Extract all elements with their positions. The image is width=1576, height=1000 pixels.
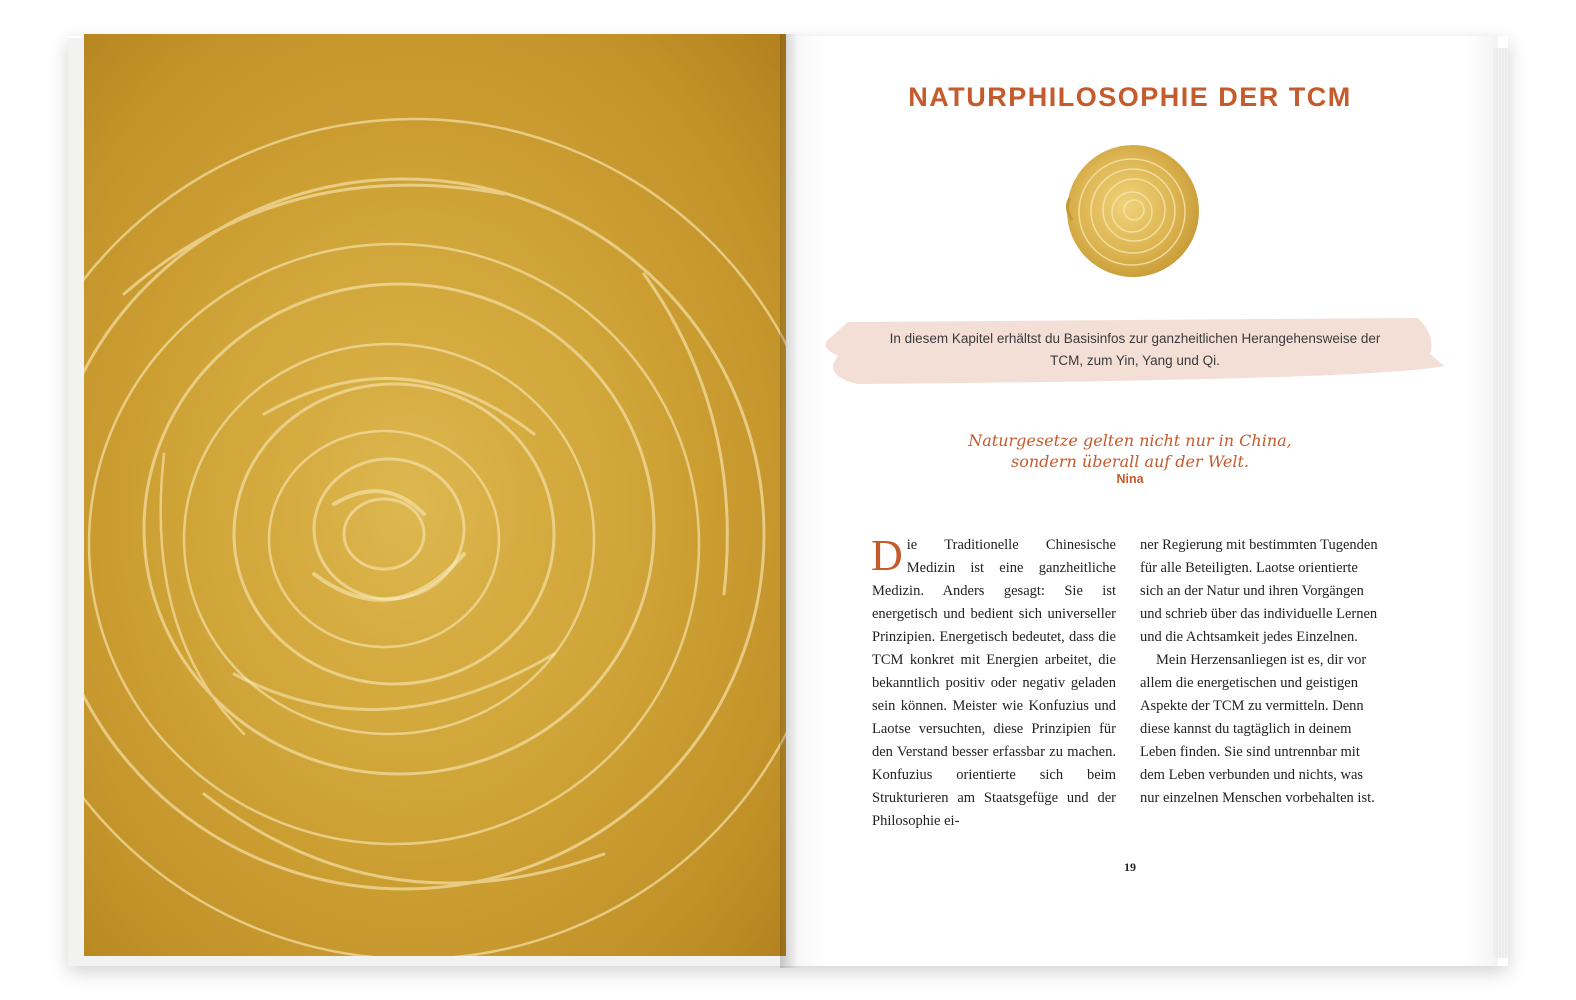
page-number: 19: [1124, 860, 1136, 874]
gold-swirl-photo: [84, 34, 786, 956]
body-column-right: [1140, 534, 1384, 810]
page-edges: [1494, 48, 1508, 958]
body-paragraph-1: [871, 531, 1116, 833]
drop-cap: D: [871, 531, 903, 580]
body-paragraph-3: Mein Herzensanliegen ist es, dir vor allem die energetischen und geistigen Aspekte der TCM zu vermitteln. Denn diese kannst du tagtäglich in deinem Leben finden. Sie sind untrennbar mit dem Leben verbunden und nichts, was nur einzelnen Menschen vorbehalten ist.: [1140, 652, 1375, 806]
chapter-intro: In diesem Kapitel erhältst du Basisinfos zur ganzheitlichen Herangehensweise der TCM, zum Yin, Yang und Qi.: [889, 331, 1381, 368]
quote-text: [930, 430, 1330, 472]
quote-line-2: sondern überall auf der Welt.: [1011, 452, 1249, 471]
body-text-1: ie Traditionelle Chinesische Medizin ist eine ganzheitliche Medizin. Anders gesagt: Sie ist energetisch und bedient sich universeller Prinzipien. Energetisch bedeutet, dass die TCM konkret mit Energien arbeitet, die bekanntlich positiv oder negativ geladen sein können. Meister wie Konfuzius und Laotse versuchten, diese Prinzipien für den Verstand besser erfassbar zu machen. Konfuzius orientierte sich beim Strukturieren am Staatsgefüge und der Philosophie ei-: [872, 537, 1116, 829]
gold-circle-icon: [1060, 138, 1206, 284]
quote-author: Nina: [1116, 472, 1144, 486]
body-column-left: [871, 531, 1116, 833]
book-spine: [780, 34, 810, 968]
quote-line-1: Naturgesetze gelten nicht nur in China,: [968, 431, 1292, 450]
chapter-title: NATURPHILOSOPHIE DER TCM: [908, 82, 1352, 112]
gold-swirl-strokes: [84, 34, 786, 956]
body-paragraph-2: ner Regierung mit bestimmten Tugenden für alle Beteiligten. Laotse orientierte sich an der Natur und ihren Vorgängen und schrieb über das individuelle Lernen und die Achtsamkeit jedes Einzelnen.: [1140, 537, 1378, 645]
